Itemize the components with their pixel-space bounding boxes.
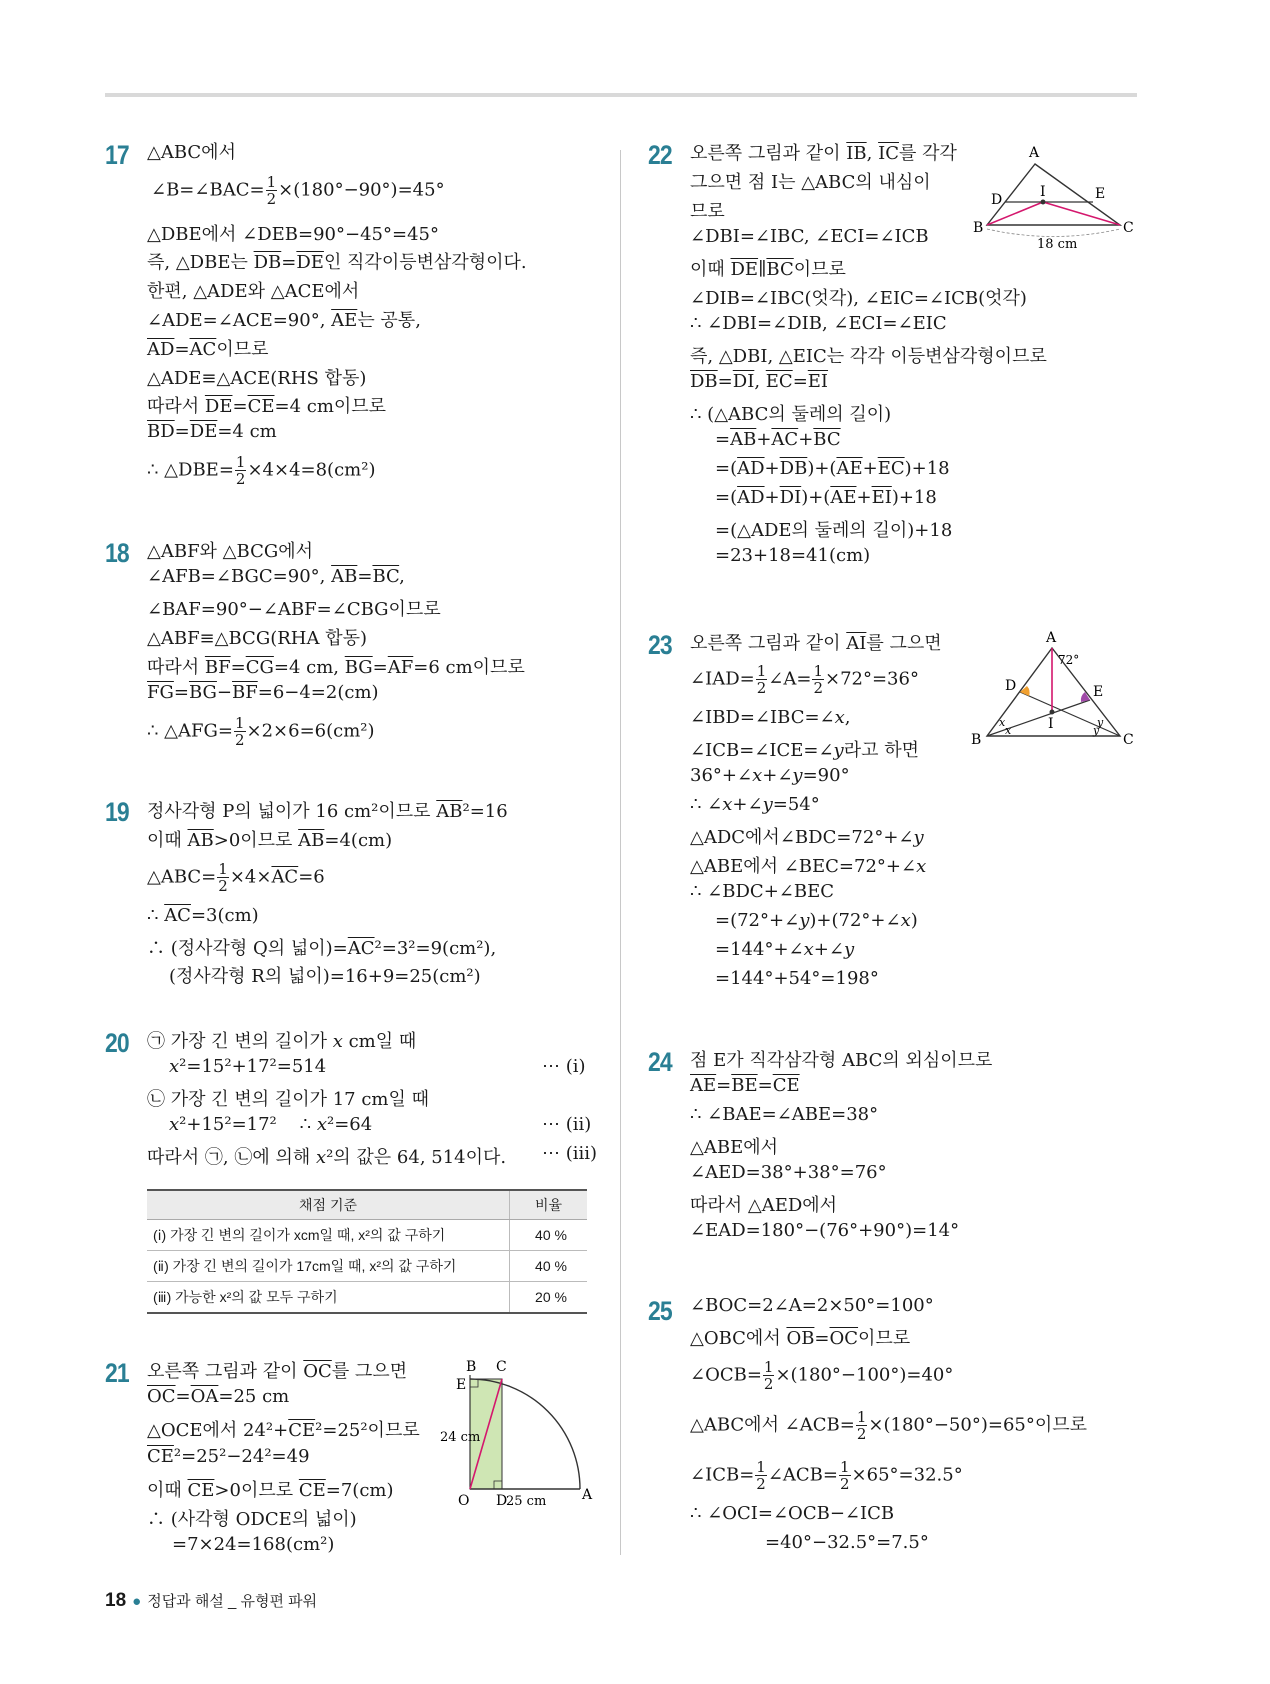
table-cell: (ⅰ) 가장 긴 변의 길이가 xcm일 때, x²의 값 구하기 — [147, 1220, 510, 1251]
figure-21 — [440, 1355, 600, 1505]
figure-22 — [965, 140, 1140, 255]
fig22-label: D — [991, 192, 1003, 208]
problem-number: 17 — [105, 140, 129, 170]
fig22-label: B — [973, 220, 984, 236]
fig23-label: 72° — [1058, 653, 1080, 667]
table-cell: (ⅱ) 가장 긴 변의 길이가 17cm일 때, x²의 값 구하기 — [147, 1251, 510, 1282]
fig21-label: O — [458, 1493, 470, 1505]
header-rule — [105, 93, 1137, 97]
fig22-label: I — [1040, 184, 1046, 200]
figure-23 — [965, 630, 1140, 755]
fig23-label: B — [971, 732, 982, 748]
table-row — [147, 1251, 587, 1282]
problem-number: 19 — [105, 797, 129, 827]
problem-number: 20 — [105, 1028, 129, 1058]
problem-number: 23 — [648, 630, 672, 660]
fig23-label: x — [999, 716, 1006, 729]
problem-number: 18 — [105, 538, 129, 568]
fig23-label: A — [1046, 630, 1057, 646]
page-number: 18 — [105, 1590, 127, 1611]
fig21-label: B — [466, 1359, 477, 1375]
fig21-label: C — [496, 1359, 507, 1375]
fig23-label: y — [1093, 724, 1100, 737]
fig23-label: E — [1093, 684, 1104, 700]
footer-title: 정답과 해설 _ 유형편 파워 — [147, 1593, 318, 1610]
fig22-label: A — [1029, 145, 1040, 161]
column-divider — [620, 150, 621, 1555]
fig22-label: C — [1123, 220, 1134, 236]
table-header: 채점 기준 — [147, 1190, 510, 1220]
fig21-label: A — [582, 1487, 593, 1503]
fig23-label: y — [1097, 716, 1104, 729]
table-cell: 20 % — [510, 1282, 588, 1314]
fig22-label: E — [1095, 186, 1106, 202]
table-header: 비율 — [510, 1190, 588, 1220]
table-row — [147, 1282, 587, 1314]
fig23-label: D — [1005, 678, 1017, 694]
page-footer — [105, 1590, 317, 1612]
table-cell: (ⅲ) 가능한 x²의 값 모두 구하기 — [147, 1282, 510, 1314]
table-row — [147, 1220, 587, 1251]
problem-number: 22 — [648, 140, 672, 170]
problem-number: 25 — [648, 1296, 672, 1326]
bullet-icon: ● — [132, 1593, 142, 1610]
fig21-label: 24 cm — [440, 1430, 481, 1445]
fig21-label: E — [456, 1377, 467, 1393]
fig21-label: D — [496, 1493, 508, 1505]
fig23-label: C — [1123, 732, 1134, 748]
fig22-label: 18 cm — [1037, 237, 1078, 252]
problem-number: 24 — [648, 1047, 672, 1077]
scoring-table — [147, 1189, 587, 1314]
fig21-label: 25 cm — [506, 1494, 547, 1505]
fig23-label: I — [1048, 716, 1054, 732]
problem-number: 21 — [105, 1358, 129, 1388]
table-cell: 40 % — [510, 1251, 588, 1282]
table-cell: 40 % — [510, 1220, 588, 1251]
fig23-label: x — [1005, 724, 1012, 737]
